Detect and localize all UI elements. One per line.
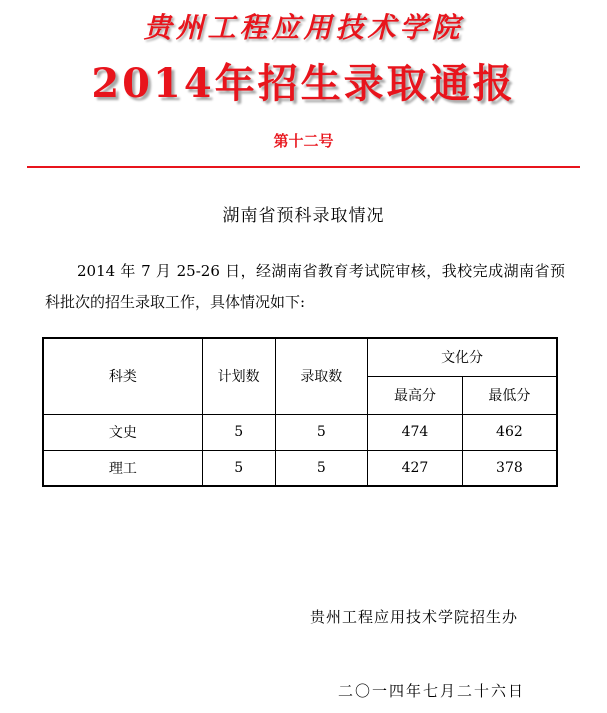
header-subject: 科类: [43, 338, 202, 414]
cell-subject: 文史: [43, 414, 202, 450]
table-row: [43, 450, 557, 486]
school-name: 贵州工程应用技术学院: [143, 11, 464, 44]
header-plan: 计划数: [202, 338, 275, 414]
cell-admitted: 5: [275, 450, 368, 486]
header-score-group: 文化分: [368, 338, 557, 376]
cell-admitted: 5: [275, 414, 368, 450]
cell-max-score: 427: [368, 450, 463, 486]
header-max-score: 最高分: [368, 376, 463, 414]
table-header-row: [43, 338, 557, 376]
cell-min-score: 378: [462, 450, 557, 486]
cell-plan: 5: [202, 414, 275, 450]
admission-table: [42, 337, 558, 487]
cell-plan: 5: [202, 450, 275, 486]
signing-office: 贵州工程应用技术学院招生办: [310, 608, 519, 626]
notice-headline: 2014年招生录取通报: [91, 60, 516, 107]
issue-date: 二〇一四年七月二十六日: [338, 682, 526, 700]
header-divider: [27, 166, 580, 168]
cell-max-score: 474: [368, 414, 463, 450]
header-admitted: 录取数: [275, 338, 368, 414]
header-min-score: 最低分: [462, 376, 557, 414]
intro-paragraph: 2014 年 7 月 25-26 日，经湖南省教育考试院审核，我校完成湖南省预科批次的招生录取工作，具体情况如下:: [45, 262, 565, 311]
section-title: 湖南省预科录取情况: [222, 206, 385, 226]
cell-subject: 理工: [43, 450, 202, 486]
issue-number: 第十二号: [273, 132, 334, 150]
cell-min-score: 462: [462, 414, 557, 450]
table-row: [43, 414, 557, 450]
